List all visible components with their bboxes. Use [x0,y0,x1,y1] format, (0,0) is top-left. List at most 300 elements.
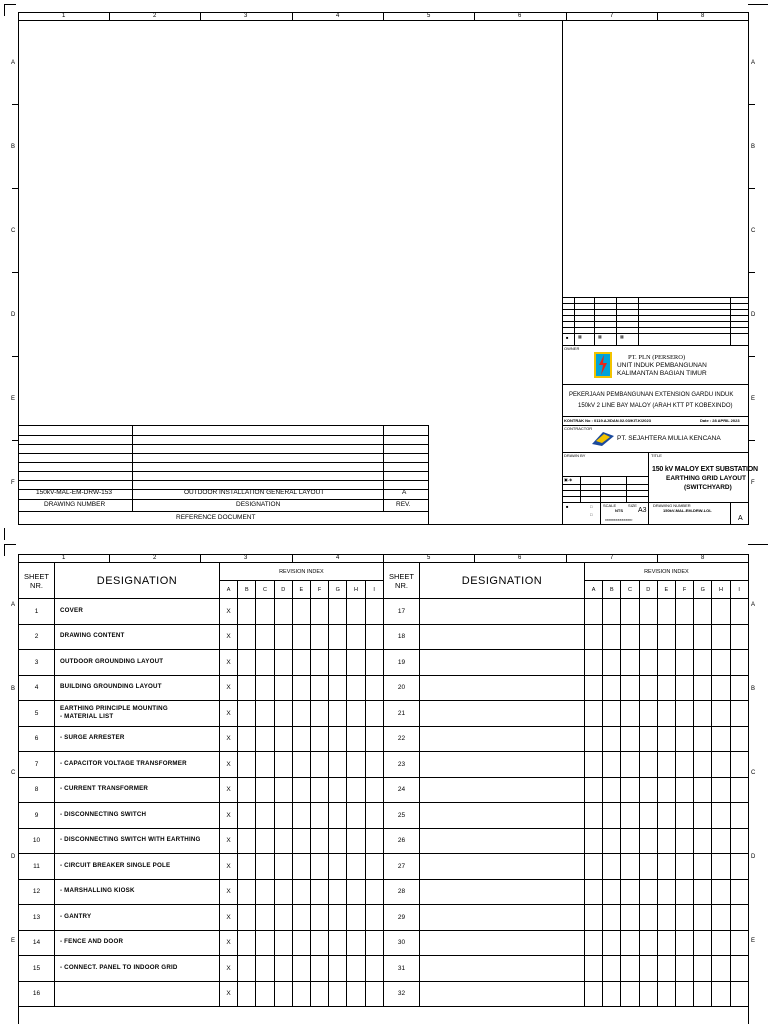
revision-mark [640,854,658,880]
contract-date: Date : 28 APRIL 2023 [700,418,740,423]
revision-mark [676,829,694,855]
col-label: 5 [427,13,431,19]
revision-mark [676,676,694,702]
revision-mark [621,829,639,855]
revision-mark [712,803,730,829]
revision-mark [621,854,639,880]
ref-caption: REFERENCE DOCUMENT [176,514,256,521]
revision-mark [329,956,347,982]
revision-mark [329,854,347,880]
contractor-name: PT. SEJAHTERA MULIA KENCANA [617,435,721,442]
sheet-header-line-1: SHEET [388,571,414,581]
revision-mark [256,905,274,931]
revision-mark [640,880,658,906]
revision-mark [347,854,365,880]
sheet-number: 4 [19,676,55,702]
revision-mark: X [220,599,238,625]
revision-mark: X [220,905,238,931]
revision-mark: X [220,752,238,778]
col-label: 3 [244,555,248,561]
sheet-number: 11 [19,854,55,880]
revision-mark [676,778,694,804]
revision-mark [694,956,712,982]
revision-mark [712,676,730,702]
revision-letter-header: G [694,581,712,599]
revision-mark [293,727,311,753]
revision-mark [585,880,603,906]
revision-mark [329,905,347,931]
revision-mark [329,599,347,625]
revision-mark [329,701,347,727]
revision-mark [275,880,293,906]
row-label: E [751,396,756,402]
revision-mark [676,650,694,676]
revision-letter-header: C [621,581,639,599]
revision-mark [256,752,274,778]
designation-cell [420,880,585,906]
row-label: D [11,854,16,860]
revision-mark [347,931,365,957]
col-label: 2 [153,13,157,19]
revision-mark [712,778,730,804]
revision-mark [640,752,658,778]
sheet-number: 3 [19,650,55,676]
revision-mark: X [220,625,238,651]
sheet-number: 6 [19,727,55,753]
revision-mark [366,982,384,1008]
revision-mark [347,752,365,778]
revision-mark [603,778,621,804]
designation-text: BUILDING GROUNDING LAYOUT [60,683,162,691]
revision-mark [731,854,749,880]
revision-mark [366,625,384,651]
sheet-number: 18 [384,625,420,651]
pln-logo [594,352,612,378]
revision-mark [676,752,694,778]
revision-mark [621,650,639,676]
sheet-number: 22 [384,727,420,753]
row-label: A [751,60,756,66]
row-label: E [751,938,756,944]
revision-mark [275,599,293,625]
designation-cell [55,956,220,982]
revision-mark [347,956,365,982]
revision-mark [256,931,274,957]
revision-mark [676,803,694,829]
revision-mark: X [220,650,238,676]
revision-mark [238,599,256,625]
sheet-number: 17 [384,599,420,625]
sheet-number: 30 [384,931,420,957]
revision-mark [293,982,311,1008]
revision-mark [731,931,749,957]
designation-cell [420,778,585,804]
revision-mark [731,880,749,906]
revision-mark [603,625,621,651]
sheet-number: 20 [384,676,420,702]
col-label: 1 [62,13,66,19]
designation-header: DESIGNATION [420,563,585,599]
revision-mark [603,803,621,829]
revision-mark [621,803,639,829]
designation-text: DRAWING CONTENT [60,632,125,640]
revision-mark [347,650,365,676]
revision-mark [366,701,384,727]
revision-mark [640,956,658,982]
row-label: A [11,602,16,608]
revision-mark [640,701,658,727]
designation-cell [55,752,220,778]
revision-mark [256,701,274,727]
designation-text: - CAPACITOR VOLTAGE TRANSFORMER [60,759,187,767]
ref-drawing-number: 150kV-MAL-EM-DRW-153 [36,489,112,496]
designation-text: - MARSHALLING KIOSK [60,887,135,895]
revision-mark [311,931,329,957]
revision-mark [311,905,329,931]
row-label: B [11,686,16,692]
sheet-number: 26 [384,829,420,855]
revision-mark [621,956,639,982]
col-label: 8 [701,13,705,19]
col-label: 8 [701,555,705,561]
designation-cell [420,956,585,982]
revision-mark [256,778,274,804]
drawing-content-table [18,562,748,1024]
revision-mark [585,727,603,753]
designation-cell [420,701,585,727]
revision-mark [366,854,384,880]
revision-mark [694,931,712,957]
designation-text: - CIRCUIT BREAKER SINGLE POLE [60,861,171,869]
revision-mark [347,778,365,804]
revision-mark [731,803,749,829]
revision-mark [712,880,730,906]
revision-mark [311,982,329,1008]
sheet-number: 19 [384,650,420,676]
revision-mark [293,752,311,778]
revision-mark [603,956,621,982]
revision-mark [366,727,384,753]
designation-cell [55,931,220,957]
revision-mark [676,625,694,651]
revision-mark [640,829,658,855]
revision-mark [293,803,311,829]
revision-mark: X [220,829,238,855]
ref-number-label: DRAWING NUMBER [44,501,106,508]
revision-mark [603,701,621,727]
revision-mark [347,803,365,829]
contractor-label: CONTRACTOR [564,426,593,431]
revision-mark [658,676,676,702]
revision-mark [366,752,384,778]
revision-mark [585,599,603,625]
revision-mark [366,880,384,906]
sheet-number: 27 [384,854,420,880]
revision-mark [658,727,676,753]
revision-mark [293,931,311,957]
col-label: 7 [610,13,614,19]
revision-mark [731,727,749,753]
sheet-number: 31 [384,956,420,982]
owner-unit: UNIT INDUK PEMBANGUNAN [617,362,707,369]
revision-mark [731,752,749,778]
row-label: E [11,396,16,402]
title-line-3: (SWITCHYARD) [684,484,732,491]
revision-mark [311,625,329,651]
row-label: D [751,312,756,318]
revision-mark [238,956,256,982]
revision-mark: X [220,701,238,727]
revision-mark: X [220,880,238,906]
revision-mark [585,650,603,676]
designation-cell [55,727,220,753]
designation-cell [420,625,585,651]
revision-mark [640,599,658,625]
project-line-1: PEKERJAAN PEMBANGUNAN EXTENSION GARDU INDUK [569,392,734,398]
revision-mark [658,854,676,880]
revision-mark [329,880,347,906]
designation-cell [55,854,220,880]
designation-cell [55,905,220,931]
row-label: C [751,770,756,776]
revision-letter-header: B [603,581,621,599]
revision-mark: X [220,778,238,804]
revision-mark [256,956,274,982]
sheet-number: 1 [19,599,55,625]
revision-mark [256,727,274,753]
revision-mark [676,956,694,982]
revision-mark [712,752,730,778]
revision-mark [603,829,621,855]
revision-letter-header: H [347,581,365,599]
revision-mark [311,650,329,676]
revision-mark [275,829,293,855]
revision-mark [311,727,329,753]
revision-mark [621,625,639,651]
drawing-number-small: 150kV-MAL-EM-DRW-LOL [663,508,712,513]
revision-mark [256,803,274,829]
revision-letter-header: I [731,581,749,599]
sheet-number: 32 [384,982,420,1008]
designation-cell [420,752,585,778]
revision-mark [293,905,311,931]
revision-mark [731,982,749,1008]
revision-mark [366,829,384,855]
revision-mark [329,752,347,778]
revision-mark [585,854,603,880]
revision-mark [238,701,256,727]
revision-mark [712,701,730,727]
revision-mark: X [220,931,238,957]
ref-designation-label: DESIGNATION [236,501,281,508]
revision-mark [640,905,658,931]
designation-cell [420,676,585,702]
revision-mark [694,854,712,880]
revision-mark: X [220,854,238,880]
revision-mark [731,625,749,651]
revision-mark [712,650,730,676]
row-label: A [751,602,756,608]
sheet-number: 10 [19,829,55,855]
revision-mark [238,727,256,753]
revision-mark [329,676,347,702]
row-label: B [751,686,756,692]
revision-letter-header: A [585,581,603,599]
designation-cell [420,727,585,753]
designation-cell [420,599,585,625]
designation-cell [420,829,585,855]
revision-mark [676,599,694,625]
revision-mark [603,931,621,957]
revision-mark: X [220,982,238,1008]
revision-mark [329,650,347,676]
revision-mark [640,803,658,829]
col-label: 1 [62,555,66,561]
revision-mark [311,701,329,727]
revision-mark [585,905,603,931]
revision-mark [694,982,712,1008]
revision-mark [694,752,712,778]
revision-mark [658,880,676,906]
revision-mark [329,727,347,753]
revision-mark [694,880,712,906]
revision-mark [256,625,274,651]
revision-letter-header: I [366,581,384,599]
sheet-nr-header [19,563,55,599]
revision-mark [293,829,311,855]
revision-mark [603,650,621,676]
revision-mark [676,931,694,957]
revision-letter-header: C [256,581,274,599]
designation-cell [55,880,220,906]
revision-mark [238,650,256,676]
revision-mark [275,982,293,1008]
revision-mark [640,676,658,702]
revision-mark [731,778,749,804]
revision-mark [603,752,621,778]
revision-mark [676,982,694,1008]
revision-mark [676,905,694,931]
sheet-number: 13 [19,905,55,931]
revision-mark: X [220,727,238,753]
revision-mark [658,778,676,804]
revision-mark [238,752,256,778]
revision-mark [603,676,621,702]
revision-mark [585,931,603,957]
sheet-number: 21 [384,701,420,727]
revision-mark [603,880,621,906]
row-label: D [751,854,756,860]
revision-mark [238,829,256,855]
sheet-number: 2 [19,625,55,651]
sheet-header-line-2: NR. [30,580,43,590]
designation-cell [55,599,220,625]
revision-mark [329,803,347,829]
revision-letter-header: E [658,581,676,599]
revision-letter-header: D [640,581,658,599]
revision-mark [603,854,621,880]
revision-mark [256,650,274,676]
revision-mark [585,625,603,651]
revision-mark [238,803,256,829]
revision-mark [712,625,730,651]
revision-mark [311,599,329,625]
sheet-header-line-1: SHEET [23,571,49,581]
col-label: 3 [244,13,248,19]
revision-mark [676,701,694,727]
revision-mark [329,778,347,804]
revision-mark [293,625,311,651]
revision-mark [347,829,365,855]
revision-mark [293,599,311,625]
revision-mark [712,956,730,982]
revision-mark [712,982,730,1008]
revision-mark [712,829,730,855]
revision-mark [366,803,384,829]
revision-mark [329,829,347,855]
revision-mark [366,599,384,625]
revision-mark [712,599,730,625]
revision-mark [311,803,329,829]
sheet-number: 15 [19,956,55,982]
revision-mark [731,650,749,676]
revision-mark [293,854,311,880]
revision-mark [585,982,603,1008]
revision-mark [621,752,639,778]
revision-mark: X [220,803,238,829]
sheet-number: 12 [19,880,55,906]
revision-mark [275,803,293,829]
revision-mark [694,676,712,702]
owner-name: PT. PLN (PERSERO) [628,354,686,361]
designation-cell [55,701,220,727]
designation-text: - FENCE AND DOOR [60,938,124,946]
revision-mark [293,778,311,804]
revision-mark [311,829,329,855]
revision-mark [293,701,311,727]
designation-cell [55,982,220,1008]
revision-mark [585,752,603,778]
revision-mark [275,956,293,982]
revision-mark [731,905,749,931]
revision-index-header: REVISION INDEX [220,563,384,581]
title-label: TITLE [651,453,662,458]
revision-mark [694,701,712,727]
revision-mark [658,701,676,727]
ref-rev: A [402,489,407,496]
revision-mark: X [220,956,238,982]
revision-mark [694,727,712,753]
revision-letter-header: E [293,581,311,599]
col-label: 4 [336,555,340,561]
revision-mark [603,982,621,1008]
designation-cell [420,905,585,931]
designation-cell [55,676,220,702]
designation-text: - MATERIAL LIST [60,713,114,721]
revision-mark [256,982,274,1008]
revision-mark [366,956,384,982]
revision-mark [275,727,293,753]
revision-mark [694,829,712,855]
revision-mark [293,880,311,906]
owner-region: KALIMANTAN BAGIAN TIMUR [617,370,707,377]
revision-mark [311,676,329,702]
sheet-number: 9 [19,803,55,829]
revision-mark [256,676,274,702]
drawn-by-label: DRAWN BY [564,453,586,458]
revision-mark [329,982,347,1008]
sheet-number: 23 [384,752,420,778]
